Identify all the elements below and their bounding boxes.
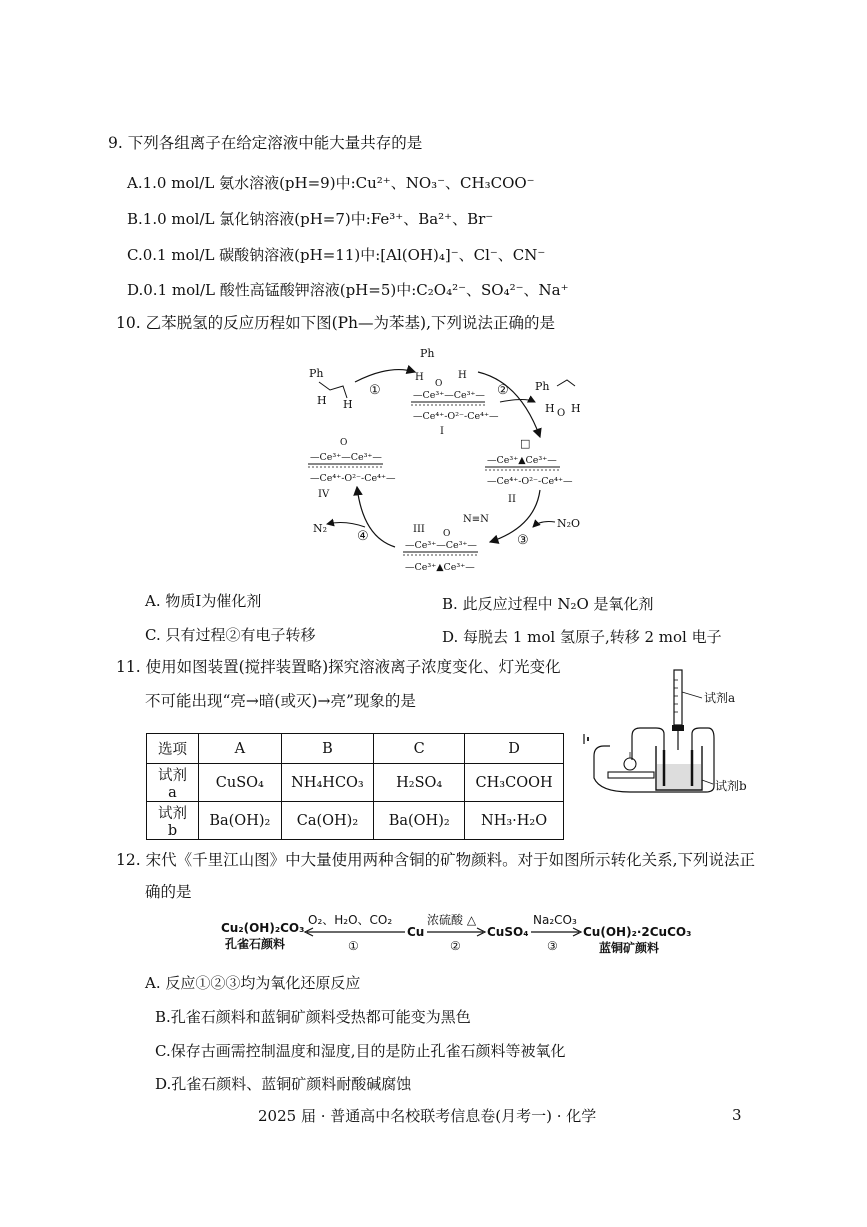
ce-line-ii-top: —Ce³⁺▲Ce³⁺— — [487, 455, 557, 466]
label-species-ii: II — [508, 494, 516, 505]
ce-line-iii-bottom: —Ce³⁺▲Ce³⁺— — [405, 562, 475, 573]
conductivity-apparatus — [580, 668, 780, 816]
reagent-a-label: 试剂a — [704, 691, 736, 705]
label-species-iii: III — [413, 524, 425, 535]
q10-option-b: B. 此反应过程中 N₂O 是氧化剂 — [442, 595, 654, 613]
table-cell: D — [465, 734, 564, 764]
cuso4-label: CuSO₄ — [487, 925, 529, 939]
ph-label-i: Ph — [420, 347, 435, 360]
h-label-start-2: H — [343, 398, 353, 411]
q12-stem-line1: 12. 宋代《千里江山图》中大量使用两种含铜的矿物颜料。对于如图所示转化关系,下列说法正 — [116, 851, 756, 869]
table-cell: NH₃·H₂O — [465, 802, 564, 840]
table-cell: CH₃COOH — [465, 764, 564, 802]
vinyl-group — [557, 380, 575, 386]
table-cell: H₂SO₄ — [374, 764, 465, 802]
q12-stem-line2: 确的是 — [145, 883, 192, 901]
step-1-number: ① — [348, 939, 359, 953]
h-label-start-1: H — [317, 394, 327, 407]
footer-title: 2025 届 · 普通高中名校联考信息卷(月考一) · 化学 — [258, 1107, 597, 1125]
step-3-number: ③ — [547, 939, 558, 953]
q12-option-d: D.孔雀石颜料、蓝铜矿颜料耐酸碱腐蚀 — [155, 1075, 412, 1093]
n-triple-iii: N≡N — [463, 514, 489, 525]
h-label-water-1: H — [545, 402, 555, 415]
n2-label: N₂ — [313, 522, 328, 535]
arrow-n2o-in — [533, 522, 555, 527]
stopcock-icon — [672, 725, 684, 731]
step-2-number: ② — [450, 939, 461, 953]
azurite-formula: Cu(OH)₂·2CuCO₃ — [583, 925, 692, 939]
reagent-3: Na₂CO₃ — [533, 913, 577, 927]
page-number: 3 — [732, 1106, 742, 1124]
table-cell: Ba(OH)₂ — [198, 802, 281, 840]
table-cell: 选项 — [147, 734, 199, 764]
ce-line-iii-top: —Ce³⁺—Ce³⁺— — [405, 540, 477, 551]
q9-option-c: C.0.1 mol/L 碳酸钠溶液(pH=11)中:[Al(OH)₄]⁻、Cl⁻、CN⁻ — [127, 246, 546, 264]
ce-line-iv-bottom: —Ce⁴⁺-O²⁻-Ce⁴⁺— — [310, 473, 396, 484]
q10-option-d: D. 每脱去 1 mol 氢原子,转移 2 mol 电子 — [442, 628, 722, 646]
q12-option-a: A. 反应①②③均为氧化还原反应 — [145, 974, 361, 992]
h-label-i-1: H — [415, 372, 424, 383]
ce-line-ii-bottom: —Ce⁴⁺-O²⁻-Ce⁴⁺— — [487, 476, 573, 487]
label-species-iv: IV — [318, 489, 330, 500]
arrow-n2-out — [327, 523, 365, 527]
table-cell: 试剂 a — [147, 764, 199, 802]
copper-label: Cu — [407, 925, 425, 939]
arrow-product-out — [500, 400, 535, 403]
ce-line-i-top: —Ce³⁺—Ce³⁺— — [413, 390, 485, 401]
burette-icon — [674, 670, 682, 725]
h-label-water-2: H — [571, 402, 581, 415]
q9-stem: 9. 下列各组离子在给定溶液中能大量共存的是 — [108, 134, 423, 152]
step-4-label: ④ — [357, 529, 369, 544]
azurite-name: 蓝铜矿颜料 — [599, 941, 660, 955]
ph-label-product: Ph — [535, 380, 550, 393]
n2o-label: N₂O — [557, 517, 581, 530]
h-label-i-2: H — [458, 370, 467, 381]
table-row — [147, 764, 564, 802]
q9-option-d: D.0.1 mol/L 酸性高锰酸钾溶液(pH=5)中:C₂O₄²⁻、SO₄²⁻、Na⁺ — [127, 281, 569, 299]
q12-option-c: C.保存古画需控制温度和湿度,目的是防止孔雀石颜料等被氧化 — [155, 1042, 566, 1060]
table-cell: CuSO₄ — [198, 764, 281, 802]
arc-step1 — [355, 370, 415, 382]
table-cell: NH₄HCO₃ — [281, 764, 374, 802]
q9-option-b: B.1.0 mol/L 氯化钠溶液(pH=7)中:Fe³⁺、Ba²⁺、Br⁻ — [127, 210, 494, 228]
copper-conversion-scheme — [215, 910, 695, 960]
step-2-label: ② — [497, 383, 509, 398]
ph-label-start: Ph — [309, 367, 324, 380]
bulb-icon — [624, 758, 636, 770]
q9-option-a: A.1.0 mol/L 氨水溶液(pH=9)中:Cu²⁺、NO₃⁻、CH₃COO⁻ — [127, 174, 535, 192]
ce-line-iv-top: —Ce³⁺—Ce³⁺— — [310, 452, 382, 463]
table-cell: A — [198, 734, 281, 764]
ce-line-i-bottom: —Ce⁴⁺-O²⁻-Ce⁴⁺— — [413, 411, 499, 422]
table-cell: 试剂 b — [147, 802, 199, 840]
bulb-base — [608, 772, 654, 778]
q11-reagent-table — [146, 733, 564, 840]
reagent-2: 浓硫酸 △ — [427, 913, 477, 927]
catalytic-cycle-diagram — [295, 342, 595, 580]
table-row — [147, 734, 564, 764]
table-row — [147, 802, 564, 840]
table-cell: C — [374, 734, 465, 764]
table-cell: Ca(OH)₂ — [281, 802, 374, 840]
o-label-i: O — [435, 379, 443, 389]
arc-step2 — [478, 372, 540, 437]
reagent-1: O₂、H₂O、CO₂ — [308, 913, 393, 927]
malachite-formula: Cu₂(OH)₂CO₃ — [221, 921, 305, 935]
q12-option-b: B.孔雀石颜料和蓝铜矿颜料受热都可能变为黑色 — [155, 1008, 471, 1026]
table-cell: B — [281, 734, 374, 764]
step-1-label: ① — [369, 383, 381, 398]
reagent-b-label: 试剂b — [715, 779, 747, 793]
q11-stem-line2: 不可能出现“亮→暗(或灭)→亮”现象的是 — [145, 692, 416, 710]
o-label-iv: O — [340, 438, 348, 448]
q10-option-a: A. 物质Ⅰ为催化剂 — [145, 592, 262, 610]
q10-stem: 10. 乙苯脱氢的反应历程如下图(Ph—为苯基),下列说法正确的是 — [116, 314, 556, 332]
o-label-water: O — [557, 408, 566, 419]
q10-option-c: C. 只有过程②有电子转移 — [145, 626, 316, 644]
step-3-label: ③ — [517, 533, 529, 548]
label-species-i: I — [440, 426, 444, 437]
q11-stem-line1: 11. 使用如图装置(搅拌装置略)探究溶液离子浓度变化、灯光变化 — [116, 658, 561, 676]
o-label-iii: O — [443, 529, 451, 539]
malachite-name: 孔雀石颜料 — [225, 937, 286, 951]
table-cell: Ba(OH)₂ — [374, 802, 465, 840]
vacancy-ii: □ — [520, 437, 531, 450]
